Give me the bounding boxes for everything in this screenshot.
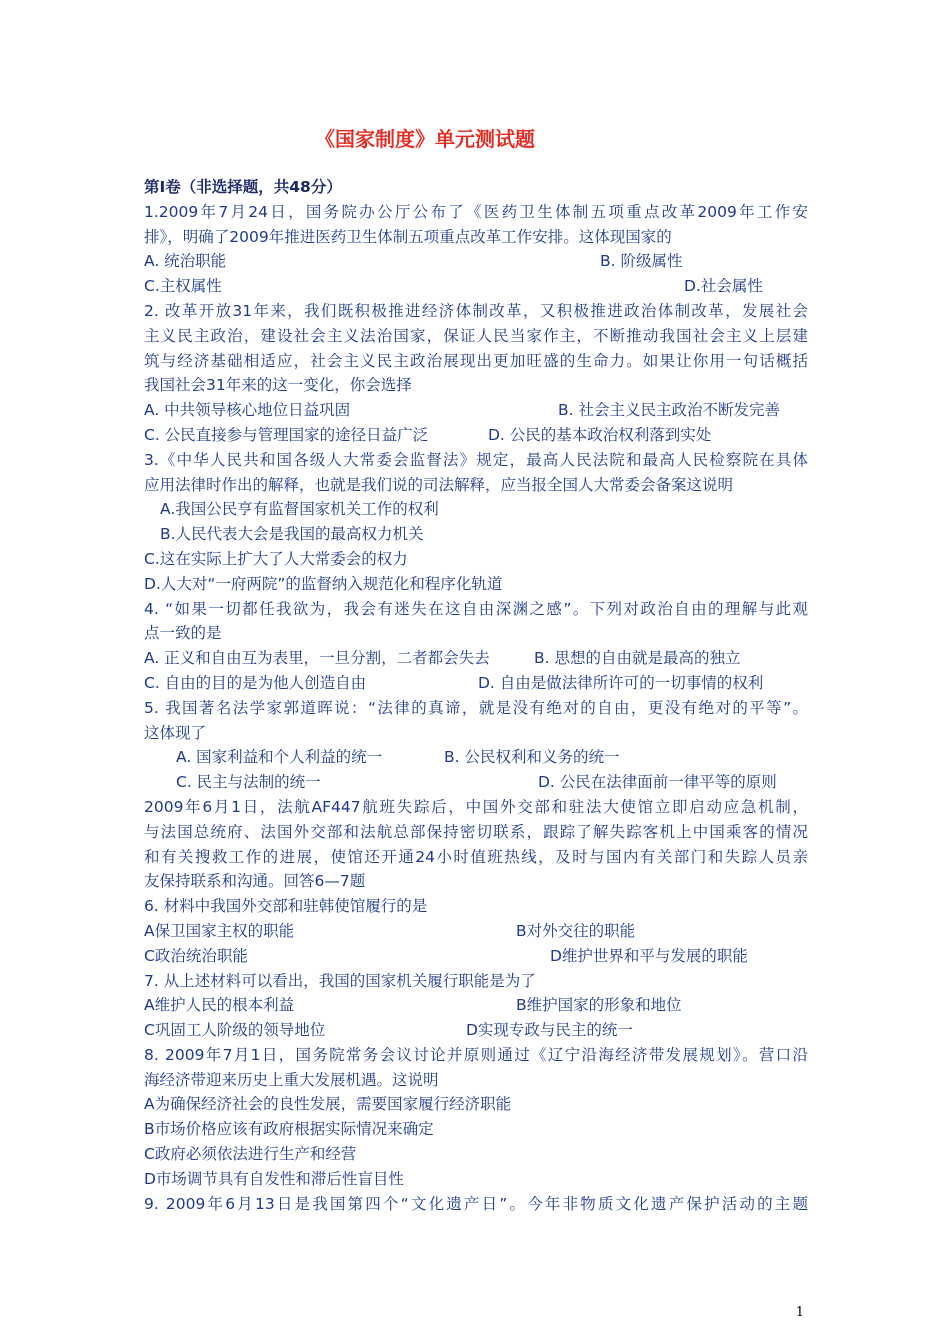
question-6: 6. 材料中我国外交部和驻韩使馆履行的是	[144, 897, 428, 916]
q2-option-d: D. 公民的基本政治权利落到实处	[488, 425, 712, 444]
question-8-line-2: 海经济带迎来历史上重大发展机遇。这说明	[144, 1070, 439, 1089]
q1-options-row-1	[144, 249, 808, 274]
q2-option-b: B. 社会主义民主政治不断发完善	[558, 401, 780, 420]
q7-option-b: B维护国家的形象和地位	[516, 996, 682, 1015]
document-body	[144, 175, 808, 1216]
question-2-line-3: 筑与经济基础相适应，社会主义民主政治展现出更加旺盛的生命力。如果让你用一句话概括	[144, 351, 808, 370]
document-title: 《国家制度》单元测试题	[315, 127, 535, 151]
q1-option-c: C.主权属性	[144, 277, 222, 296]
q1-option-a: A. 统治职能	[144, 252, 227, 271]
q4-option-a: A. 正义和自由互为表里，一旦分割，二者都会失去	[144, 649, 490, 668]
q7-options-row-1	[144, 993, 808, 1018]
q3-option-d: D.人大对“一府两院”的监督纳入规范化和程序化轨道	[144, 574, 503, 593]
q7-option-c: C巩固工人阶级的领导地位	[144, 1021, 326, 1040]
question-5-line-2: 这体现了	[144, 723, 207, 742]
question-4-line-2: 点一致的是	[144, 624, 222, 643]
q4-option-b: B. 思想的自由就是最高的独立	[534, 649, 741, 668]
q2-options-row-2	[144, 423, 808, 448]
q7-option-d: D实现专政与民主的统一	[466, 1021, 633, 1040]
question-8-line-1: 8. 2009年7月1日，国务院常务会议讨论并原则通过《辽宁沿海经济带发展规划》。营口沿	[144, 1045, 808, 1064]
page-number: 1	[795, 1305, 804, 1320]
question-1-line-1: 1.2009年7月24日，国务院办公厅公布了《医药卫生体制五项重点改革2009年工作安	[144, 202, 808, 221]
q2-option-c: C. 公民直接参与管理国家的途径日益广泛	[144, 425, 429, 444]
q4-option-c: C. 自由的目的是为他人创造自由	[144, 673, 367, 692]
q6-options-row-2	[144, 944, 808, 969]
material-line-1: 2009年6月1日，法航AF447航班失踪后，中国外交部和驻法大使馆立即启动应急机制，	[144, 797, 808, 816]
q7-option-a: A维护人民的根本利益	[144, 996, 295, 1015]
q5-option-d: D. 公民在法律面前一律平等的原则	[538, 773, 777, 792]
q4-option-d: D. 自由是做法律所许可的一切事情的权利	[478, 673, 764, 692]
q2-options-row-1	[144, 398, 808, 423]
q3-option-c: C.这在实际上扩大了人大常委会的权力	[144, 549, 408, 568]
question-2-line-1: 2. 改革开放31年来，我们既积极推进经济体制改革，又积极推进政治体制改革，发展社会	[144, 301, 808, 320]
material-line-2: 与法国总统府、法国外交部和法航总部保持密切联系，跟踪了解失踪客机上中国乘客的情况	[144, 822, 808, 841]
question-3-line-1: 3.《中华人民共和国各级人大常委会监督法》规定，最高人民法院和最高人民检察院在具体	[144, 450, 808, 469]
q8-option-b: B市场价格应该有政府根据实际情况来确定	[144, 1120, 434, 1139]
q5-option-b: B. 公民权利和义务的统一	[444, 748, 620, 767]
q5-option-a: A. 国家利益和个人利益的统一	[176, 748, 383, 767]
q5-options-row-1	[144, 745, 808, 770]
question-7: 7. 从上述材料可以看出，我国的国家机关履行职能是为了	[144, 971, 536, 990]
q8-option-a: A为确保经济社会的良性发展，需要国家履行经济职能	[144, 1095, 512, 1114]
q2-option-a: A. 中共领导核心地位日益巩固	[144, 401, 351, 420]
q6-option-c: C政治统治职能	[144, 946, 248, 965]
material-line-4: 友保持联系和沟通。回答6—7题	[144, 872, 366, 891]
q1-option-d: D.社会属性	[684, 277, 763, 296]
q5-options-row-2	[144, 770, 808, 795]
q1-options-row-2	[144, 274, 808, 299]
q7-options-row-2	[144, 1018, 808, 1043]
q6-option-d: D维护世界和平与发展的职能	[550, 946, 748, 965]
question-9-line-1: 9. 2009年6月13日是我国第四个“文化遗产日”。今年非物质文化遗产保护活动的主题	[144, 1194, 808, 1213]
material-line-3: 和有关搜救工作的进展，使馆还开通24小时值班热线，及时与国内有关部门和失踪人员亲	[144, 847, 808, 866]
q6-options-row-1	[144, 919, 808, 944]
q8-option-d: D市场调节具有自发性和滞后性盲目性	[144, 1169, 404, 1188]
q6-option-b: B对外交往的职能	[516, 921, 636, 940]
question-5-line-1: 5. 我国著名法学家郭道晖说：“法律的真谛，就是没有绝对的自由，更没有绝对的平等”。	[144, 698, 808, 717]
q4-options-row-1	[144, 646, 808, 671]
section-heading: 第Ⅰ卷（非选择题，共48分）	[144, 178, 342, 196]
question-3-line-2: 应用法律时作出的解释，也就是我们说的司法解释，应当报全国人大常委会备案这说明	[144, 475, 734, 494]
question-1-line-2: 排》，明确了2009年推进医药卫生体制五项重点改革工作安排。这体现国家的	[144, 227, 672, 246]
q5-option-c: C. 民主与法制的统一	[176, 773, 321, 792]
q3-option-b: B.人民代表大会是我国的最高权力机关	[160, 525, 424, 544]
q6-option-a: A保卫国家主权的职能	[144, 921, 295, 940]
q8-option-c: C政府必须依法进行生产和经营	[144, 1145, 357, 1164]
q3-option-a: A.我国公民亨有监督国家机关工作的权利	[160, 500, 439, 519]
question-4-line-1: 4. “如果一切都任我欲为，我会有迷失在这自由深渊之感”。下列对政治自由的理解与此观	[144, 599, 808, 618]
q1-option-b: B. 阶级属性	[600, 252, 683, 271]
q4-options-row-2	[144, 671, 808, 696]
question-2-line-2: 主义民主政治，建设社会主义法治国家，保证人民当家作主，不断推动我国社会主义上层建	[144, 326, 808, 345]
question-2-line-4: 我国社会31年来的这一变化，你会选择	[144, 376, 412, 395]
